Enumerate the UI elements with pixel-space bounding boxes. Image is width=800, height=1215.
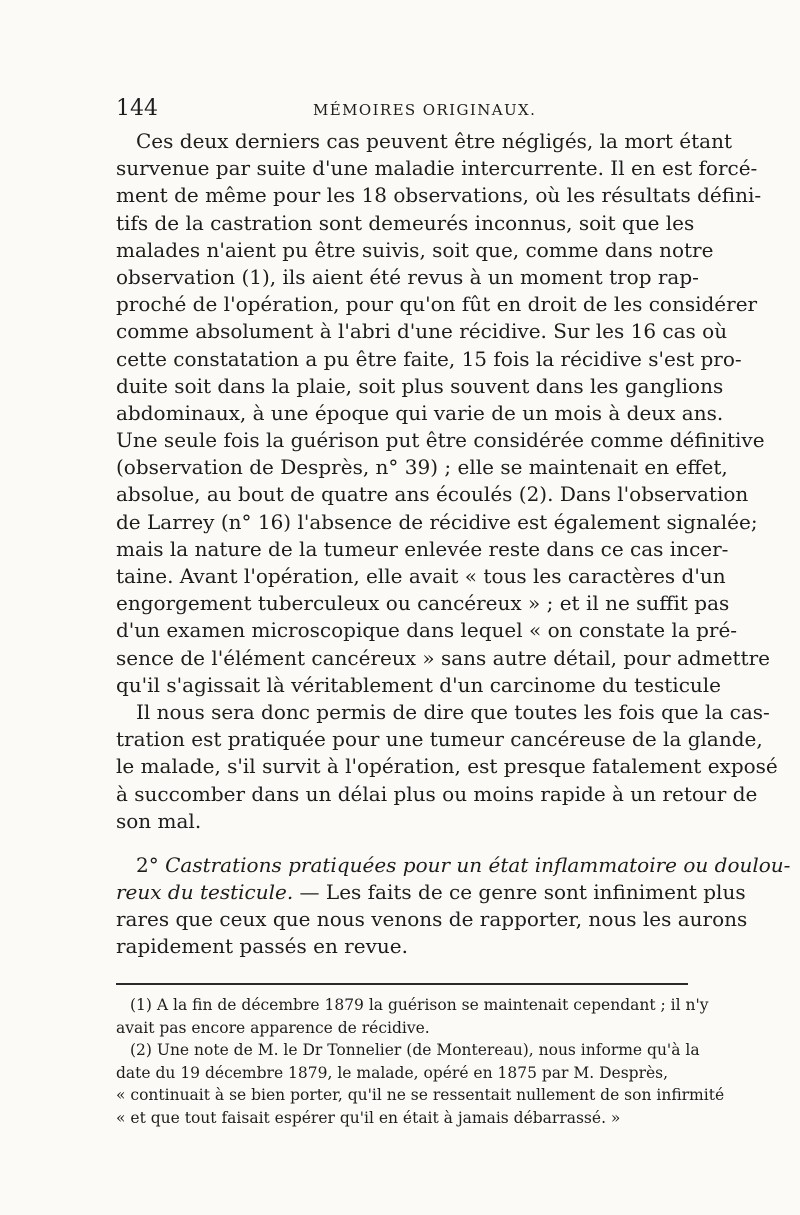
text-line: observation (1), ils aient été revus à un moment trop rap- [116,264,699,289]
text-line: sence de l'élément cancéreux » sans autre détail, pour admettre [116,645,770,670]
text-line: duite soit dans la plaie, soit plus souvent dans les ganglions [116,373,724,398]
footnote-line: (2) Une note de M. le Dr Tonnelier (de Montereau), nous informe qu'à la [130,1041,700,1060]
section-heading-line [116,879,746,906]
text-line: absolue, au bout de quatre ans écoulés (2). Dans l'observation [116,482,749,507]
section-heading-line [116,852,791,879]
text-line: tration est pratiquée pour une tumeur cancéreuse de la glande, [116,727,763,752]
section-number: 2° [136,852,159,877]
text-line: abdominaux, à une époque qui varie de un mois à deux ans. [116,400,724,425]
footnote-2 [116,1039,725,1129]
paragraph-1 [116,128,770,699]
text-fragment: — Les faits de ce genre sont infiniment plus [293,880,746,905]
footnote-line: « continuait à se bien porter, qu'il ne se ressentait nullement de son infirmité [116,1086,725,1105]
text-line: malades n'aient pu être suivis, soit que, comme dans notre [116,237,714,262]
paragraph-2 [116,699,778,835]
section-title-end: reux du testicule. [116,880,294,905]
text-line: Il nous sera donc permis de dire que toutes les fois que la cas- [136,699,770,724]
text-line: survenue par suite d'une maladie intercurrente. Il en est forcé- [116,156,758,181]
section-2-paragraph [116,852,791,961]
footnote-line: (1) A la fin de décembre 1879 la guérison se maintenait cependant ; il n'y [130,996,709,1014]
page-number: 144 [116,96,158,121]
text-line: d'un examen microscopique dans lequel « on constate la pré- [116,618,738,643]
text-line: taine. Avant l'opération, elle avait « tous les caractères d'un [116,564,726,588]
text-line: engorgement tuberculeux ou cancéreux » ; et il ne suffit pas [116,591,730,616]
text-line: qu'il s'agissait là véritablement d'un carcinome du testicule [116,672,722,697]
footnote-rule [116,983,688,985]
text-line: rares que ceux que nous venons de rapporter, nous les aurons [116,907,748,932]
text-line: le malade, s'il survit à l'opération, est presque fatalement exposé [116,754,778,779]
text-line: Une seule fois la guérison put être considérée comme définitive [116,428,765,453]
text-line: (observation de Desprès, n° 39) ; elle se maintenait en effet, [116,455,728,480]
text-line: cette constatation a pu être faite, 15 fois la récidive s'est pro- [116,346,742,371]
text-line: ment de même pour les 18 observations, où les résultats défini- [116,183,762,208]
section-title: Castrations pratiquées pour un état inflammatoire ou doulou- [165,852,791,877]
text-line: proché de l'opération, pour qu'on fût en droit de les considérer [116,292,758,317]
footnotes [116,994,725,1130]
text-line: mais la nature de la tumeur enlevée reste dans ce cas incer- [116,536,729,561]
text-line: rapidement passés en revue. [116,934,408,959]
text-line: comme absolument à l'abri d'une récidive. Sur les 16 cas où [116,319,728,344]
page-header [116,96,688,126]
footnote-1 [116,994,709,1039]
text-line: de Larrey (n° 16) l'absence de récidive est également signalée; [116,509,758,534]
footnote-line: « et que tout faisait espérer qu'il en était à jamais débarrassé. » [116,1108,621,1127]
text-line: son mal. [116,808,202,833]
text-line: Ces deux derniers cas peuvent être négligés, la mort étant [136,129,732,153]
text-line: à succomber dans un délai plus ou moins rapide à un retour de [116,781,758,806]
body-text [116,128,791,961]
footnote-line: date du 19 décembre 1879, le malade, opéré en 1875 par M. Desprès, [116,1063,669,1082]
footnote-line: avait pas encore apparence de récidive. [116,1018,430,1037]
text-line: tifs de la castration sont demeurés inconnus, soit que les [116,210,695,235]
running-title: MÉMOIRES ORIGINAUX. [313,101,537,119]
